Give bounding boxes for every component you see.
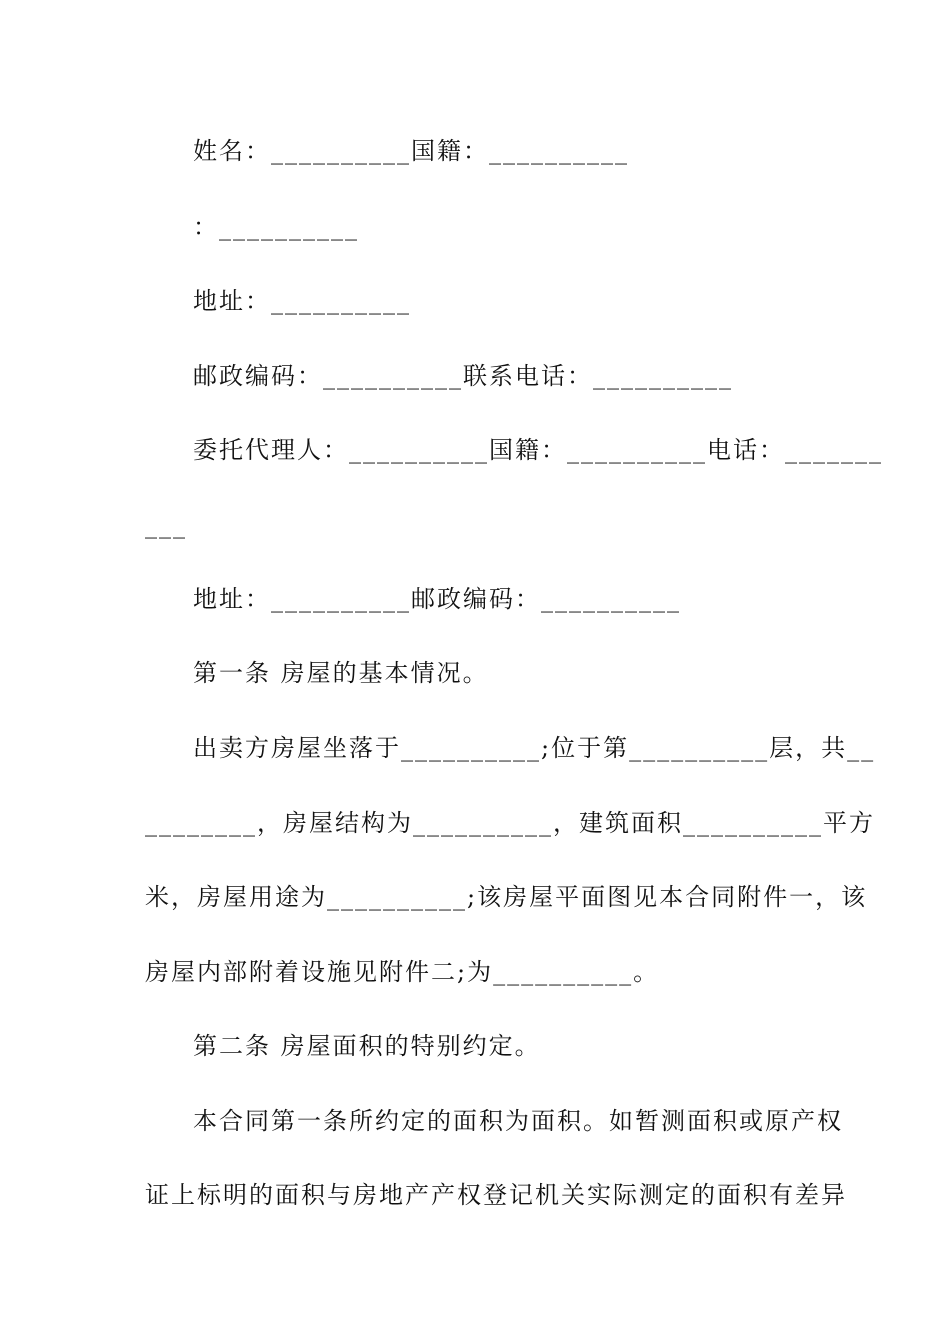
article-one-paragraph-line-1: 出卖方房屋坐落于__________;位于第__________层，共__ bbox=[193, 734, 876, 762]
postcode-phone-line: 邮政编码：__________联系电话：__________ bbox=[193, 362, 733, 390]
seller-name-nationality-line: 姓名：__________国籍：__________ bbox=[193, 137, 629, 165]
address-line: 地址：__________ bbox=[193, 287, 411, 315]
article-one-paragraph-line-4: 房屋内部附着设施见附件二;为__________。 bbox=[145, 958, 660, 986]
agent-line-continuation: ___ bbox=[145, 511, 187, 539]
article-one-paragraph-line-2: ________，房屋结构为__________，建筑面积__________平方 bbox=[145, 809, 875, 837]
article-one-paragraph-line-3: 米，房屋用途为__________;该房屋平面图见本合同附件一，该 bbox=[145, 883, 868, 911]
article-two-paragraph-line-1: 本合同第一条所约定的面积为面积。如暂测面积或原产权 bbox=[193, 1107, 843, 1135]
article-two-paragraph-line-2: 证上标明的面积与房地产产权登记机关实际测定的面积有差异 bbox=[145, 1181, 847, 1209]
article-two-heading: 第二条 房屋面积的特别约定。 bbox=[193, 1032, 541, 1060]
blank-field-line: ：__________ bbox=[193, 213, 359, 241]
agent-address-postcode-line: 地址：__________邮政编码：__________ bbox=[193, 585, 681, 613]
agent-line: 委托代理人：__________国籍：__________电话：_______ bbox=[193, 436, 883, 464]
article-one-heading: 第一条 房屋的基本情况。 bbox=[193, 659, 489, 687]
